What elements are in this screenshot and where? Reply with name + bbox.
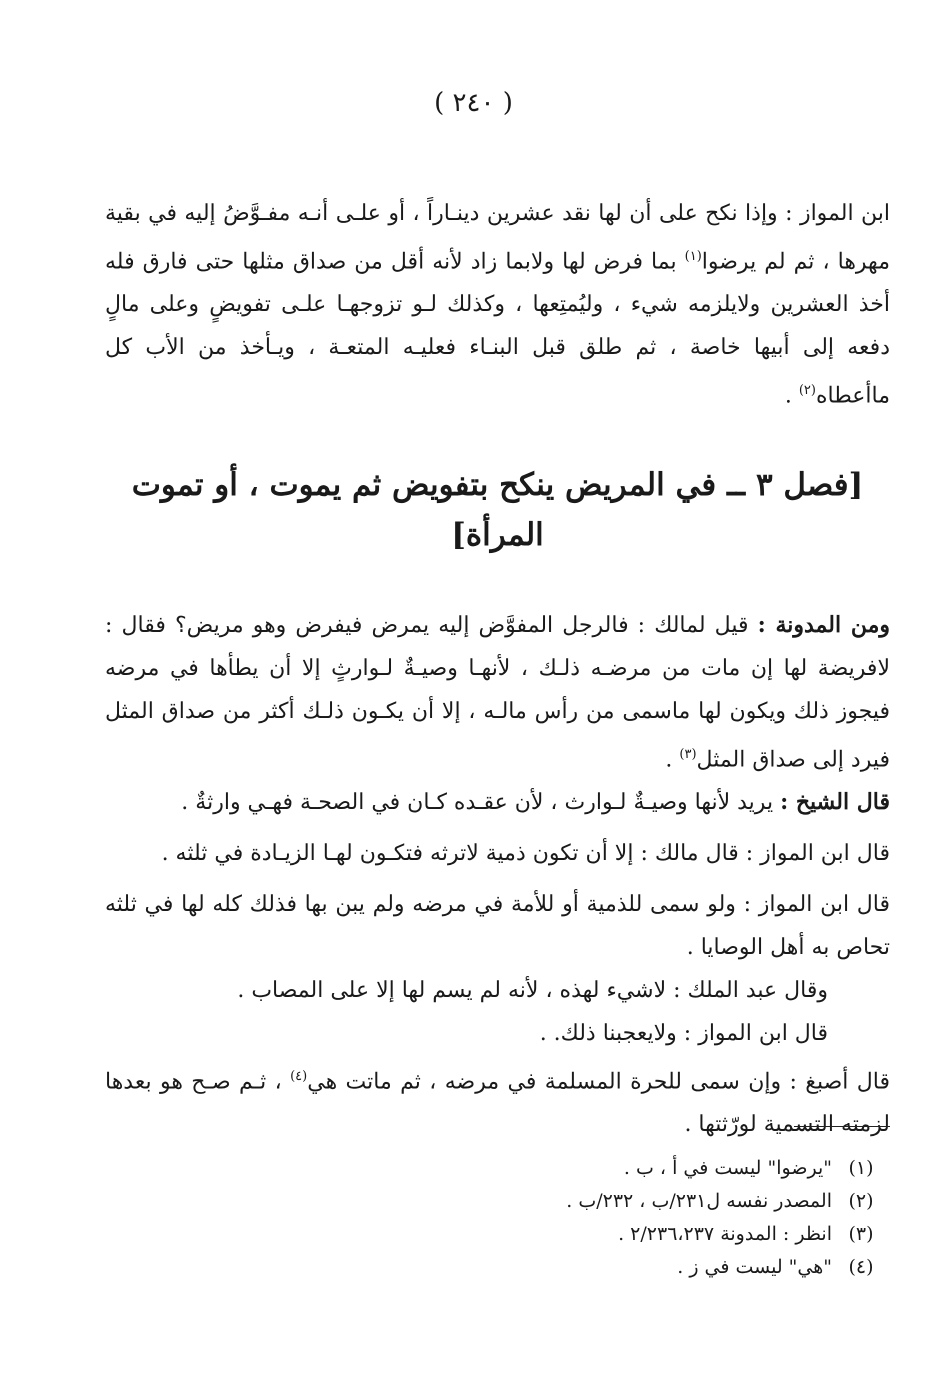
- intro-paragraph: [105, 192, 890, 418]
- footnote-item: [105, 1218, 890, 1251]
- paragraph-shaykh-text: يريد لأنها وصيـةٌ لـوارث ، لأن عقـده كـان في الصحـة فهـي وارثةٌ .: [181, 789, 781, 815]
- page-number: ( ٢٤٠ ): [434, 88, 513, 118]
- paragraph-asbagh: [105, 1055, 890, 1146]
- footnotes: [105, 1152, 890, 1284]
- intro-text: ابن المواز : وإذا نكح على أن لها نقد عشرين دينـاراً ، أو علـى أنـه مفـوَّضُ إليه في بقية مهرها ، ثم لم يرضوا: [105, 201, 890, 275]
- footnote-number: (٤): [848, 1256, 874, 1278]
- paragraph-abd-almalik: وقال عبد الملك : لاشيء لهذه ، لأنه لم يسم لها إلا على المصاب .: [237, 977, 828, 1003]
- intro-text-2: بما فرض لها ولابما زاد لأنه أقل من صداق مثلها حتى فارق فله أخذ العشرين ولايلزمه شيء ، وليُمتِعها ، وكذلك لـو تزوجهـا علـى تفويضٍ وعلى مالٍ دفعه إلى أبيها خاصة ، ثم طلق قبل البنـاء فعليـه المتعـة ، ويـأخذ من الأب كل ماأعطاه: [105, 249, 890, 409]
- paragraph-ibn-mawwaz-1: قال ابن المواز : قال مالك : إلا أن تكون ذمية لاترثه فتكـون لهـا الزيـادة في ثلثه .: [161, 840, 890, 866]
- paragraph-shaykh: [105, 781, 890, 824]
- section-heading: [فصل ٣ ــ في المريض ينكح بتفويض ثم يموت ، أو تموت المرأة]: [131, 466, 864, 553]
- footnote-item: [105, 1185, 890, 1218]
- footnote-ref-4: (٤): [290, 1068, 308, 1084]
- intro-text-3: .: [784, 383, 799, 409]
- paragraph-mudawwana: [105, 604, 890, 781]
- footnote-number: (١): [848, 1157, 874, 1179]
- paragraph-shaykh-lead: قال الشيخ :: [780, 788, 890, 815]
- paragraph-mudawwana-text: قيل لمالك : فالرجل المفوَّض إليه يمرض فيفرض وهو مريض؟ فقال : لافريضة لها إن مات من مرضـه ذلـك ، لأنهـا وصيـةٌ لـوارثٍ إلا أن يطأها في مرضه فيجوز ذلك ويكون لها ماسمى من رأس مالـه ، إلا أن يكـون ذلـك أكثر من صداق المثل فيرد إلى صداق المثل: [105, 612, 890, 772]
- footnote-text: "هي" ليست في ز .: [677, 1256, 832, 1278]
- footnote-item: [105, 1152, 890, 1185]
- footnote-item: [105, 1251, 890, 1284]
- footnote-ref-3: (٣): [679, 746, 697, 762]
- footnote-divider: [794, 1126, 890, 1127]
- footnote-number: (٢): [848, 1190, 874, 1212]
- footnote-text: "يرضوا" ليست في أ ، ب .: [623, 1157, 832, 1179]
- paragraph-ibn-mawwaz-3: قال ابن المواز : ولايعجبنا ذلك. .: [539, 1020, 828, 1046]
- paragraph-asbagh-text: قال أصبغ : وإن سمى للحرة المسلمة في مرضه ، ثم ماتت هي: [307, 1069, 890, 1095]
- main-text: [105, 192, 890, 1146]
- paragraph-ibn-mawwaz-2: قال ابن المواز : ولو سمى للذمية أو للأمة في مرضه ولم يبن بها فذلك كله لها في ثلثه تحاص به أهل الوصايا .: [105, 891, 890, 960]
- footnote-ref-1: (١): [684, 249, 702, 264]
- footnote-text: انظر : المدونة ٢/٢٣٦،٢٣٧ .: [618, 1223, 832, 1245]
- paragraph-mudawwana-lead: ومن المدونة :: [757, 611, 891, 638]
- footnote-text: المصدر نفسه ل٢٣١/ب ، ٢٣٢/ب .: [566, 1190, 832, 1212]
- paragraph-asbagh-end: ، ثـم صـح هو بعدها لزمته التسمية لورّثتها .: [105, 1069, 890, 1138]
- footnote-ref-2: (٢): [798, 383, 816, 399]
- paragraph-mudawwana-end: .: [665, 746, 680, 772]
- footnote-number: (٣): [848, 1223, 874, 1245]
